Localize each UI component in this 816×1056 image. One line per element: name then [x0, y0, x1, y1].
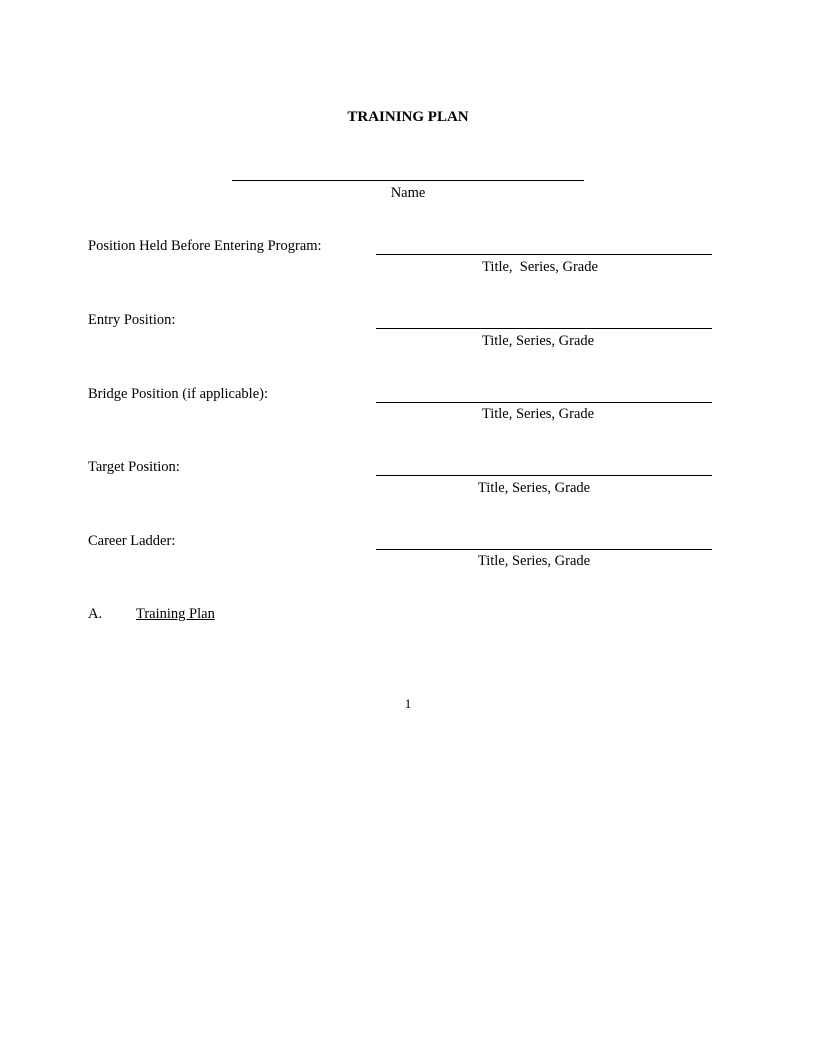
career-ladder-caption: Title, Series, Grade — [477, 553, 591, 569]
section-title: Training Plan — [136, 606, 215, 622]
name-signature-line — [232, 180, 584, 181]
position-held-caption: Title, Series, Grade — [482, 259, 598, 275]
page-number: 1 — [404, 696, 412, 711]
position-held-label: Position Held Before Entering Program: — [88, 238, 322, 254]
career-ladder-label: Career Ladder: — [88, 533, 176, 549]
target-position-label: Target Position: — [88, 459, 180, 475]
section-letter: A. — [88, 606, 103, 622]
entry-position-line — [376, 328, 712, 329]
document-title: TRAINING PLAN — [347, 109, 469, 125]
bridge-position-line — [376, 402, 712, 403]
bridge-position-label: Bridge Position (if applicable): — [88, 386, 269, 402]
target-position-line — [376, 475, 712, 476]
position-held-line — [376, 254, 712, 255]
target-position-caption: Title, Series, Grade — [477, 480, 591, 496]
career-ladder-line — [376, 549, 712, 550]
entry-position-label: Entry Position: — [88, 312, 176, 328]
bridge-position-caption: Title, Series, Grade — [481, 406, 595, 422]
entry-position-caption: Title, Series, Grade — [481, 333, 595, 349]
name-caption: Name — [390, 185, 426, 201]
